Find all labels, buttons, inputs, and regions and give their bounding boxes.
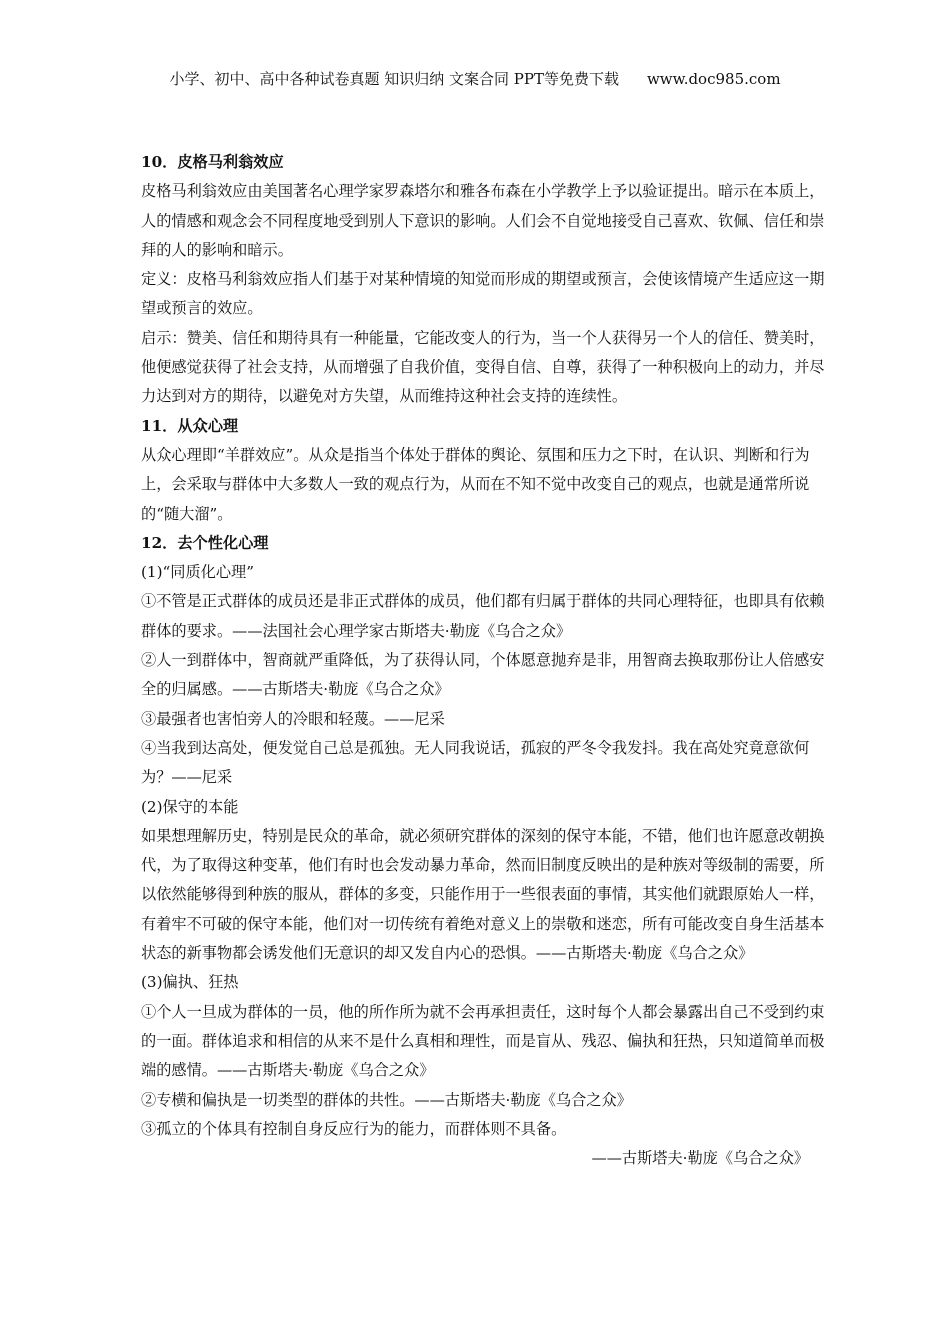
section-12-sub-1: (1)“同质化心理” [141,563,254,582]
quote-7-source: ——古斯塔夫·勒庞《乌合之众》 [591,1149,809,1168]
page-header [0,69,950,89]
section-10-intro: 皮格马利翁效应由美国著名心理学家罗森塔尔和雅各布森在小学教学上予以验证提出。暗示在本质上，人的情感和观念会不同程度地受到别人下意识的影响。人们会不自觉地接受自己喜欢、钦佩、信任和崇拜的人的影响和暗示。 [141,182,825,259]
quote-3: ③最强者也害怕旁人的冷眼和轻蔑。——尼采 [141,709,445,728]
quote-7: ③孤立的个体具有控制自身反应行为的能力，而群体则不具备。 [141,1119,567,1138]
header-text: 小学、初中、高中各种试卷真题 知识归纳 文案合同 PPT等免费下载 [169,70,619,88]
quote-2: ②人一到群体中，智商就严重降低，为了获得认同，个体愿意抛弃是非，用智商去换取那份让人倍感安全的归属感。——古斯塔夫·勒庞《乌合之众》 [141,651,825,699]
section-10-definition: 定义：皮格马利翁效应指人们基于对某种情境的知觉而形成的期望或预言，会使该情境产生适应这一期望或预言的效应。 [141,270,825,318]
section-10-insight: 启示：赞美、信任和期待具有一种能量，它能改变人的行为，当一个人获得另一个人的信任、赞美时，他便感觉获得了社会支持，从而增强了自我价值，变得自信、自尊，获得了一种积极向上的动力，并尽力达到对方的期待，以避免对方失望，从而维持这种社会支持的连续性。 [141,328,825,406]
section-12-sub-2: (2)保守的本能 [141,797,239,816]
section-12-title: 12．去个性化心理 [141,533,269,552]
section-12-sub-3: (3)偏执、狂热 [141,973,239,992]
section-12-conservative-body: 如果想理解历史，特别是民众的革命，就必须研究群体的深刻的保守本能，不错，他们也许愿意改朝换代，为了取得这种变革，他们有时也会发动暴力革命，然而旧制度反映出的是种族对等级制的需要，所以依然能够得到种族的服从，群体的多变，只能作用于一些很表面的事情，其实他们就跟原始人一样，有着牢不可破的保守本能，他们对一切传统有着绝对意义上的崇敬和迷恋，所有可能改变自身生活基本状态的新事物都会诱发他们无意识的却又发自内心的恐惧。——古斯塔夫·勒庞《乌合之众》 [141,826,825,963]
quote-6: ②专横和偏执是一切类型的群体的共性。——古斯塔夫·勒庞《乌合之众》 [141,1090,632,1109]
header-site[interactable]: www.doc985.com [646,70,781,88]
document-body [141,148,831,1173]
quote-4: ④当我到达高处，便发觉自己总是孤独。无人同我说话，孤寂的严冬令我发抖。我在高处究竟意欲何为？——尼采 [141,738,810,787]
quote-5: ①个人一旦成为群体的一员，他的所作所为就不会再承担责任，这时每个人都会暴露出自己不受到约束的一面。群体追求和相信的从来不是什么真相和理性，而是盲从、残忍、偏执和狂热，只知道简单而极端的感情。——古斯塔夫·勒庞《乌合之众》 [141,1002,825,1080]
section-11-body: 从众心理即“羊群效应”。从众是指当个体处于群体的舆论、氛围和压力之下时，在认识、判断和行为上，会采取与群体中大多数人一致的观点行为，从而在不知不觉中改变自己的观点，也就是通常所说的“随大溜”。 [141,445,810,523]
section-10-title: 10．皮格马利翁效应 [141,153,284,171]
section-11-title: 11．从众心理 [141,416,239,435]
quote-1: ①不管是正式群体的成员还是非正式群体的成员，他们都有归属于群体的共同心理特征，也即具有依赖群体的要求。——法国社会心理学家古斯塔夫·勒庞《乌合之众》 [141,592,825,640]
